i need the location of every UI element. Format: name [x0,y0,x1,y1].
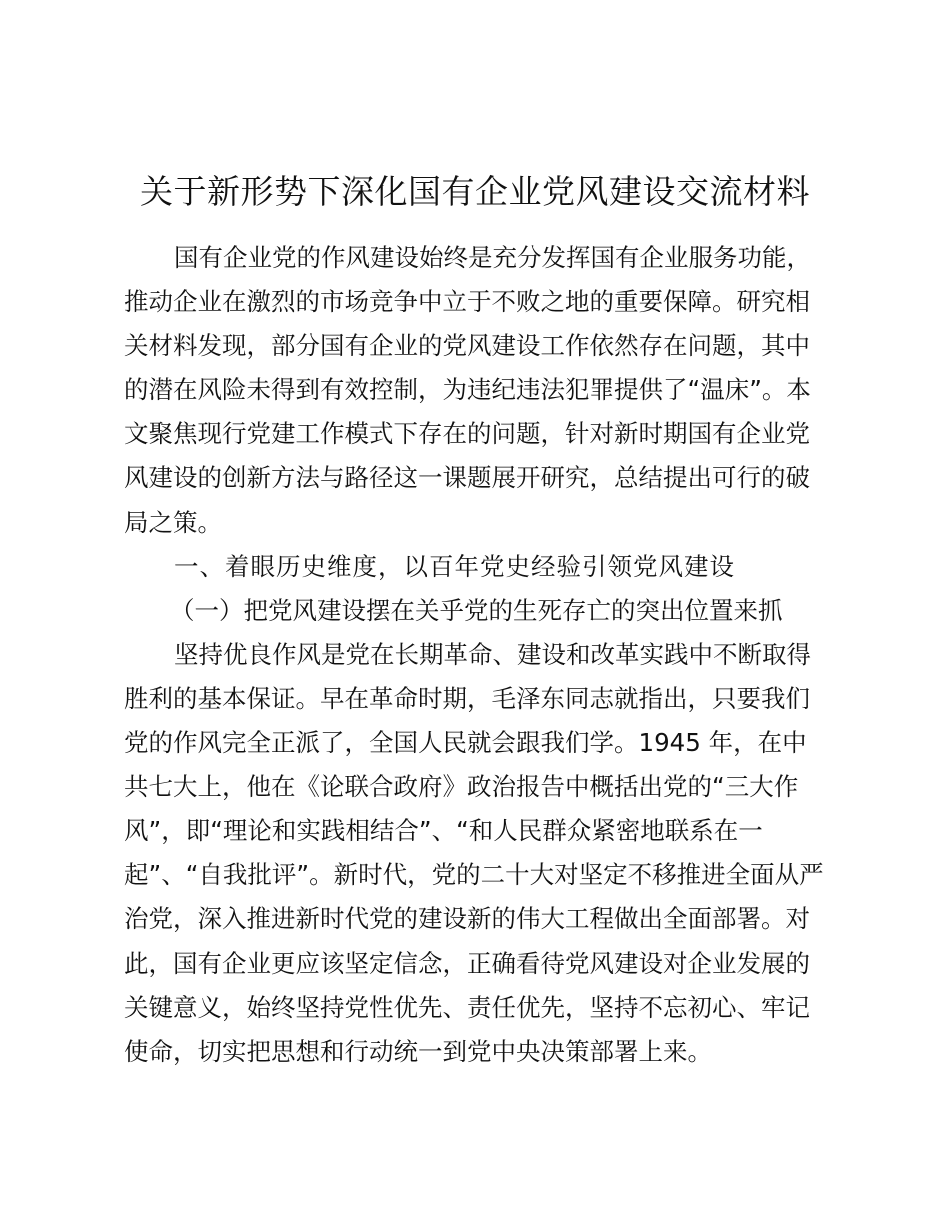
paragraph-body-line-6: 起”、“自我批评”。新时代，党的二十大对坚定不移推进全面从严 [124,860,824,890]
paragraph-body-line-7: 治党，深入推进新时代党的建设新的伟大工程做出全面部署。对 [124,904,810,934]
paragraph-body-line-8: 此，国有企业更应该坚定信念，正确看待党风建设对企业发展的 [124,948,810,978]
paragraph-body-line-10: 使命，切实把思想和行动统一到党中央决策部署上来。 [124,1036,712,1066]
document-title: 关于新形势下深化国有企业党风建设交流材料 [140,172,810,211]
paragraph-body-line-2: 胜利的基本保证。早在革命时期，毛泽东同志就指出，只要我们 [124,683,810,713]
paragraph-body-line-9: 关键意义，始终坚持党性优先、责任优先，坚持不忘初心、牢记 [124,992,810,1022]
paragraph-body-line-1: 坚持优良作风是党在长期革命、建设和改革实践中不断取得 [174,639,811,669]
paragraph-intro-line-5: 文聚焦现行党建工作模式下存在的问题，针对新时期国有企业党 [124,419,810,449]
paragraph-intro-line-1: 国有企业党的作风建设始终是充分发挥国有企业服务功能， [174,243,811,272]
paragraph-intro-line-7: 局之策。 [124,507,222,537]
paragraph-body-line-4: 共七大上，他在《论联合政府》政治报告中概括出党的“三大作 [124,772,799,802]
document-body [124,236,836,1074]
paragraph-intro-line-3: 关材料发现，部分国有企业的党风建设工作依然存在问题，其中 [124,331,810,361]
paragraph-intro-line-4: 的潜在风险未得到有效控制，为违纪违法犯罪提供了“温床”。本 [124,375,811,405]
paragraph-intro-line-2: 推动企业在激烈的市场竞争中立于不败之地的重要保障。研究相 [124,287,810,317]
subsection-heading-1: （一）把党风建设摆在关乎党的生死存亡的突出位置来抓 [170,595,783,625]
paragraph-body-line-3: 党的作风完全正派了，全国人民就会跟我们学。1945 年，在中 [124,728,807,758]
paragraph-body-line-5: 风”，即“理论和实践相结合”、“和人民群众紧密地联系在一 [124,816,763,846]
section-heading-1: 一、着眼历史维度，以百年党史经验引领党风建设 [174,551,735,581]
paragraph-intro-line-6: 风建设的创新方法与路径这一课题展开研究，总结提出可行的破 [124,463,810,493]
